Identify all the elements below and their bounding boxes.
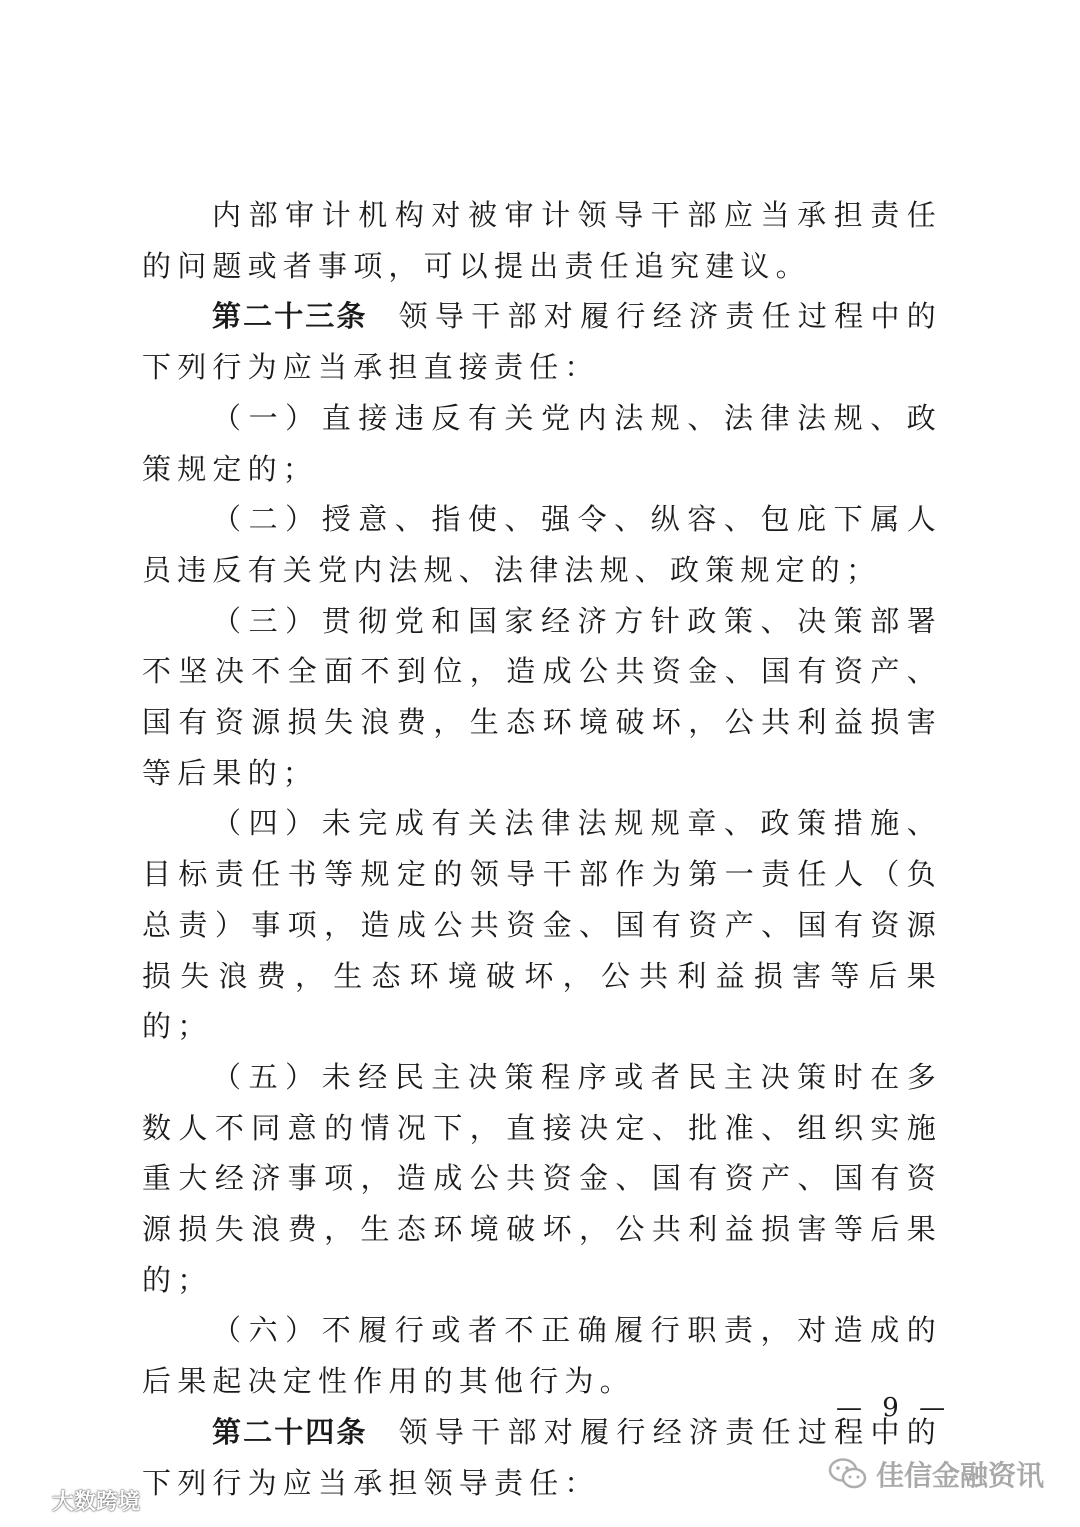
watermark-left [6, 1482, 140, 1518]
page-number: — 9 — [836, 1393, 952, 1423]
wechat-icon [828, 1457, 868, 1491]
clause-2 [142, 494, 942, 595]
watermark-right-text: 佳信金融资讯 [875, 1459, 1044, 1492]
brand-logo-icon [6, 1487, 46, 1513]
paragraph-text: （三）贯彻党和国家经济方针政策、决策部署不坚决不全面不到位，造成公共资金、国有资产、国有资源损失浪费，生态环境破坏，公共利益损害等后果的； [142, 603, 942, 790]
paragraph-1 [142, 190, 942, 291]
paragraph-text: 内部审计机构对被审计领导干部应当承担责任的问题或者事项，可以提出责任追究建议。 [142, 198, 942, 283]
paragraph-text: （五）未经民主决策程序或者民主决策时在多数人不同意的情况下，直接决定、批准、组织实施重大经济事项，造成公共资金、国有资产、国有资源损失浪费，生态环境破坏，公共利益损害等后果的； [142, 1059, 942, 1297]
clause-5 [142, 1052, 942, 1306]
paragraph-text: （六）不履行或者不正确履行职责，对造成的后果起决定性作用的其他行为。 [142, 1313, 942, 1399]
paragraph-text: 领导干部对履行经济责任过程中的下列行为应当承担直接责任： [142, 299, 942, 385]
document-body [142, 190, 942, 1508]
clause-6 [142, 1305, 942, 1406]
paragraph-text: （一）直接违反有关党内法规、法律法规、政策规定的； [142, 400, 942, 486]
clause-3 [142, 596, 942, 799]
paragraph-text: （二）授意、指使、强令、纵容、包庇下属人员违反有关党内法规、法律法规、政策规定的； [142, 502, 942, 587]
paragraph-text: （四）未完成有关法律法规规章、政策措施、目标责任书等规定的领导干部作为第一责任人（负总责）事项，造成公共资金、国有资产、国有资源损失浪费，生态环境破坏，公共利益损害等后果的； [142, 806, 942, 1044]
article-number: 第二十四条 [212, 1414, 368, 1449]
clause-1 [142, 393, 942, 494]
article-24 [142, 1407, 942, 1508]
article-23 [142, 291, 942, 392]
clause-4 [142, 798, 942, 1052]
watermark-right [828, 1452, 1044, 1496]
watermark-left-text: 大数跨境 [52, 1489, 141, 1515]
article-number: 第二十三条 [212, 299, 368, 334]
paragraph-text: 领导干部对履行经济责任过程中的下列行为应当承担领导责任： [142, 1414, 942, 1500]
